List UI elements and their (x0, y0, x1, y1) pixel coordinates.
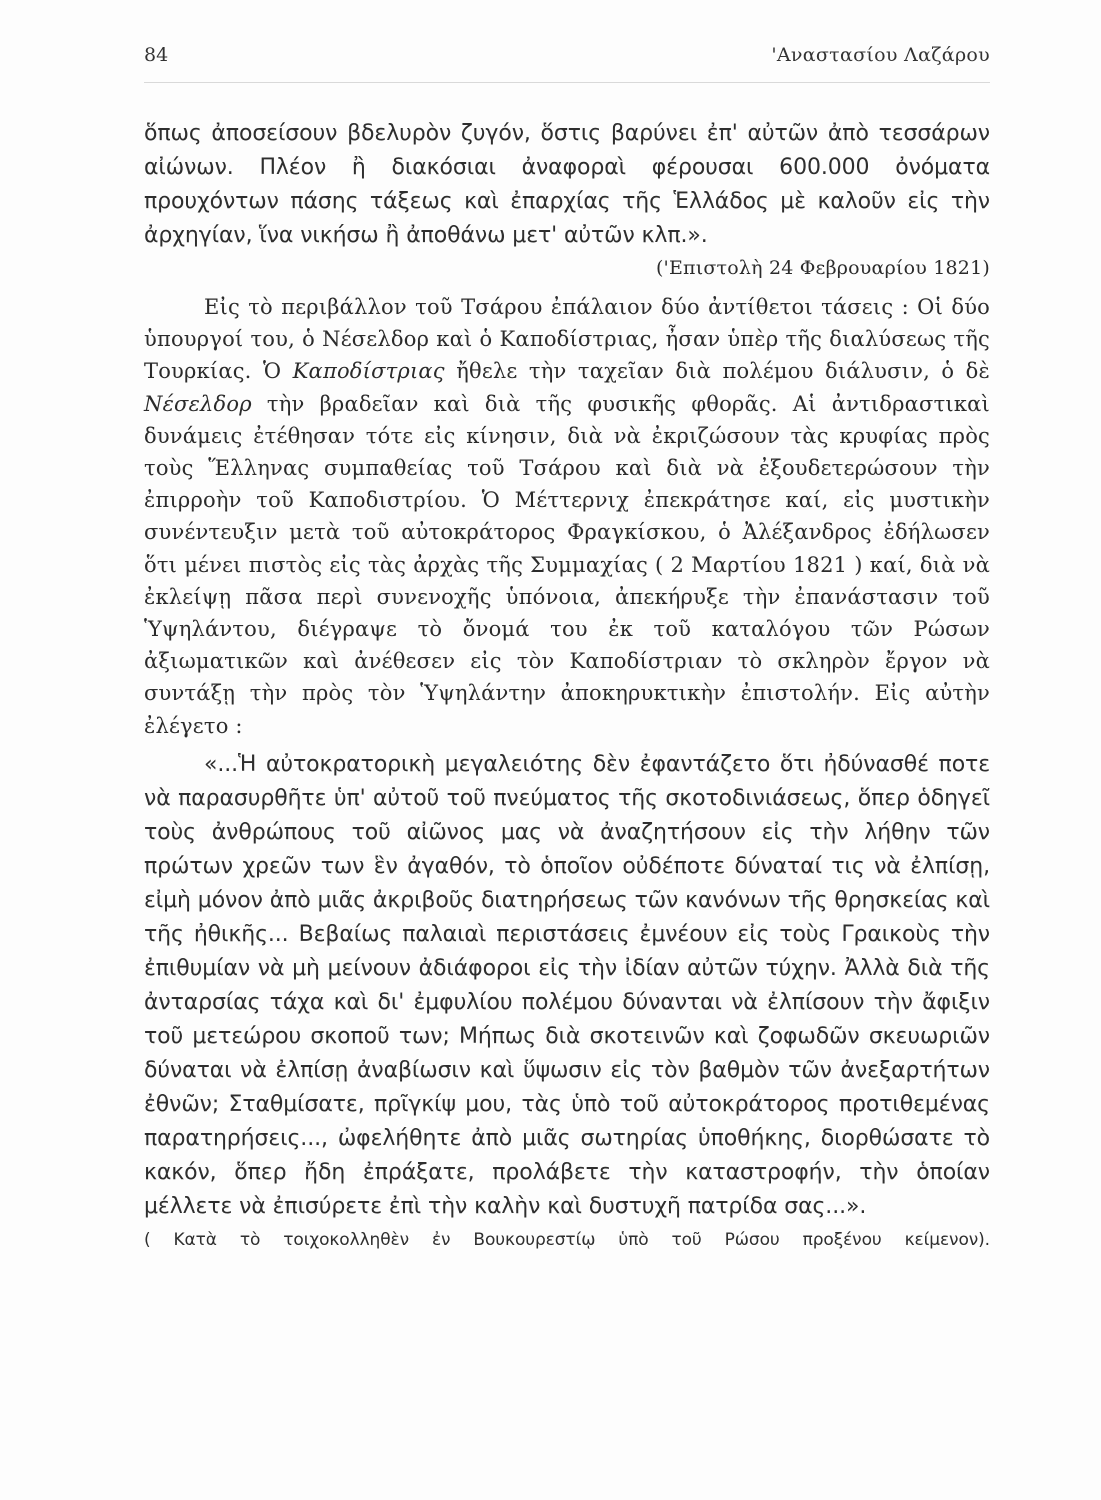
paragraph-text-part2: ἤθελε τὴν ταχεῖαν διὰ πολέμου διάλυσιν, ὁ δὲ (444, 359, 990, 384)
paragraph-text-part1: Εἰς τὸ περιβάλλον τοῦ Τσάρου ἐπάλαιον δύο ἀντίθετοι τάσεις : Οἱ δύο ὑπουργοί του, ὁ Νέσελδορ καὶ ὁ Καποδίστριας, ἦσαν ὑπὲρ τῆς διαλύσεως τῆς Τουρκίας. Ὁ (144, 295, 990, 384)
letter-citation: ('Επιστολὴ 24 Φεβρουαρίου 1821) (655, 257, 990, 279)
header-divider (144, 82, 990, 83)
paragraph-tsar-court (144, 291, 990, 742)
running-title: 'Αναστασίου Λαζάρου (771, 44, 990, 66)
page-body (144, 117, 990, 1254)
page-number: 84 (144, 44, 169, 66)
italic-name-kapodistrias: Καποδίστριας (292, 359, 445, 384)
paragraph-text-part3: τὴν βραδεῖαν καὶ διὰ τῆς φυσικῆς φθορᾶς. Αἱ ἀντιδραστικαὶ δυνάμεις ἐτέθησαν τότε εἰς κίνησιν, διὰ νὰ ἐκριζώσουν τὰς κρυφίας πρὸς τοὺς Ἕλληνας συμπαθείας τοῦ Τσάρου καὶ διὰ νὰ ἐξουδετερώσουν τὴν ἐπιρροὴν τοῦ Καποδιστρίου. Ὁ Μέττερνιχ ἐπεκράτησε καί, εἰς μυστικὴν συνέντευξιν μετὰ τοῦ αὐτοκράτορος Φραγκίσκου, ὁ Ἀλέξανδρος ἐδήλωσεν ὅτι μένει πιστὸς εἰς τὰς ἀρχὰς τῆς Συμμαχίας ( 2 Μαρτίου 1821 ) καί, διὰ νὰ ἐκλείψῃ πᾶσα περὶ συνενοχῆς ὑπόνοια, ἀπεκήρυξε τὴν ἐπανάστασιν τοῦ Ὑψηλάντου, διέγραψε τὸ ὄνομά του ἐκ τοῦ καταλόγου τῶν Ρώσων ἀξιωματικῶν καὶ ἀνέθεσεν εἰς τὸν Καποδίστριαν τὸ σκληρὸν ἔργον νὰ συντάξῃ τὴν πρὸς τὸν Ὑψηλάντην ἀποκηρυκτικὴν ἐπιστολήν. Εἰς αὐτὴν ἐλέγετο : (144, 391, 990, 738)
italic-name-nesselrode: Νέσελδορ (144, 391, 252, 416)
quoted-proclamation: «...Ἡ αὐτοκρατορικὴ μεγαλειότης δὲν ἐφαντάζετο ὅτι ἠδύνασθέ ποτε νὰ παρασυρθῆτε ὑπ' αὐτοῦ τοῦ πνεύματος τῆς σκοτοδινιάσεως, ὅπερ ὁδηγεῖ τοὺς ἀνθρώπους τοῦ αἰῶνος μας νὰ ἀναζητήσουν εἰς τὴν λήθην τῶν πρώτων χρεῶν των ἓν ἀγαθόν, τὸ ὁποῖον οὐδέποτε δύναταί τις νὰ ἐλπίσῃ, εἰμὴ μόνον ἀπὸ μιᾶς ἀκριβοῦς διατηρήσεως τῶν κανόνων τῆς θρησκείας καὶ τῆς ἠθικῆς... Βεβαίως παλαιαὶ περιστάσεις ἐμνέουν εἰς τοὺς Γραικοὺς τὴν ἐπιθυμίαν νὰ μὴ μείνουν ἀδιάφοροι εἰς τὴν ἰδίαν αὐτῶν τύχην. Ἀλλὰ διὰ τῆς ἀνταρσίας τάχα καὶ δι' ἐμφυλίου πολέμου δύνανται νὰ ἐλπίσουν τὴν ἄφιξιν τοῦ μετεώρου σκοποῦ των; Μήπως διὰ σκοτεινῶν καὶ ζοφωδῶν σκευωριῶν δύναται νὰ ἐλπίσῃ ἀναβίωσιν καὶ ὕψωσιν εἰς τὸν βαθμὸν τῶν ἀνεξαρτήτων ἐθνῶν; Σταθμίσατε, πρῖγκίψ μου, τὰς ὑπὸ τοῦ αὐτοκράτορος προτιθεμένας παρατηρήσεις..., ὠφελήθητε ἀπὸ μιᾶς σωτηρίας ὑποθήκης, διορθώσατε τὸ κακόν, ὅπερ ἤδη ἐπράξατε, προλάβετε τὴν καταστροφήν, τὴν ὁποίαν μέλλετε νὰ ἐπισύρετε ἐπὶ τὴν καλὴν καὶ δυστυχῆ πατρίδα σας...». (144, 751, 990, 1219)
running-head (144, 44, 990, 74)
letter-excerpt: ὅπως ἀποσείσουν βδελυρὸν ζυγόν, ὅστις βαρύνει ἐπ' αὐτῶν ἀπὸ τεσσάρων αἰώνων. Πλέον ἢ διακόσιαι ἀναφοραὶ φέρουσαι 600.000 ὀνόματα προυχόντων πάσης τάξεως καὶ ἐπαρχίας τῆς Ἑλλάδος μὲ καλοῦν εἰς τὴν ἀρχηγίαν, ἵνα νικήσω ἢ ἀποθάνω μετ' αὐτῶν κλπ.». (144, 121, 990, 248)
source-note: ( Κατὰ τὸ τοιχοκολληθὲν ἐν Βουκουρεστίῳ ὑπὸ τοῦ Ρώσου προξένου κείμενον). (144, 1229, 990, 1250)
